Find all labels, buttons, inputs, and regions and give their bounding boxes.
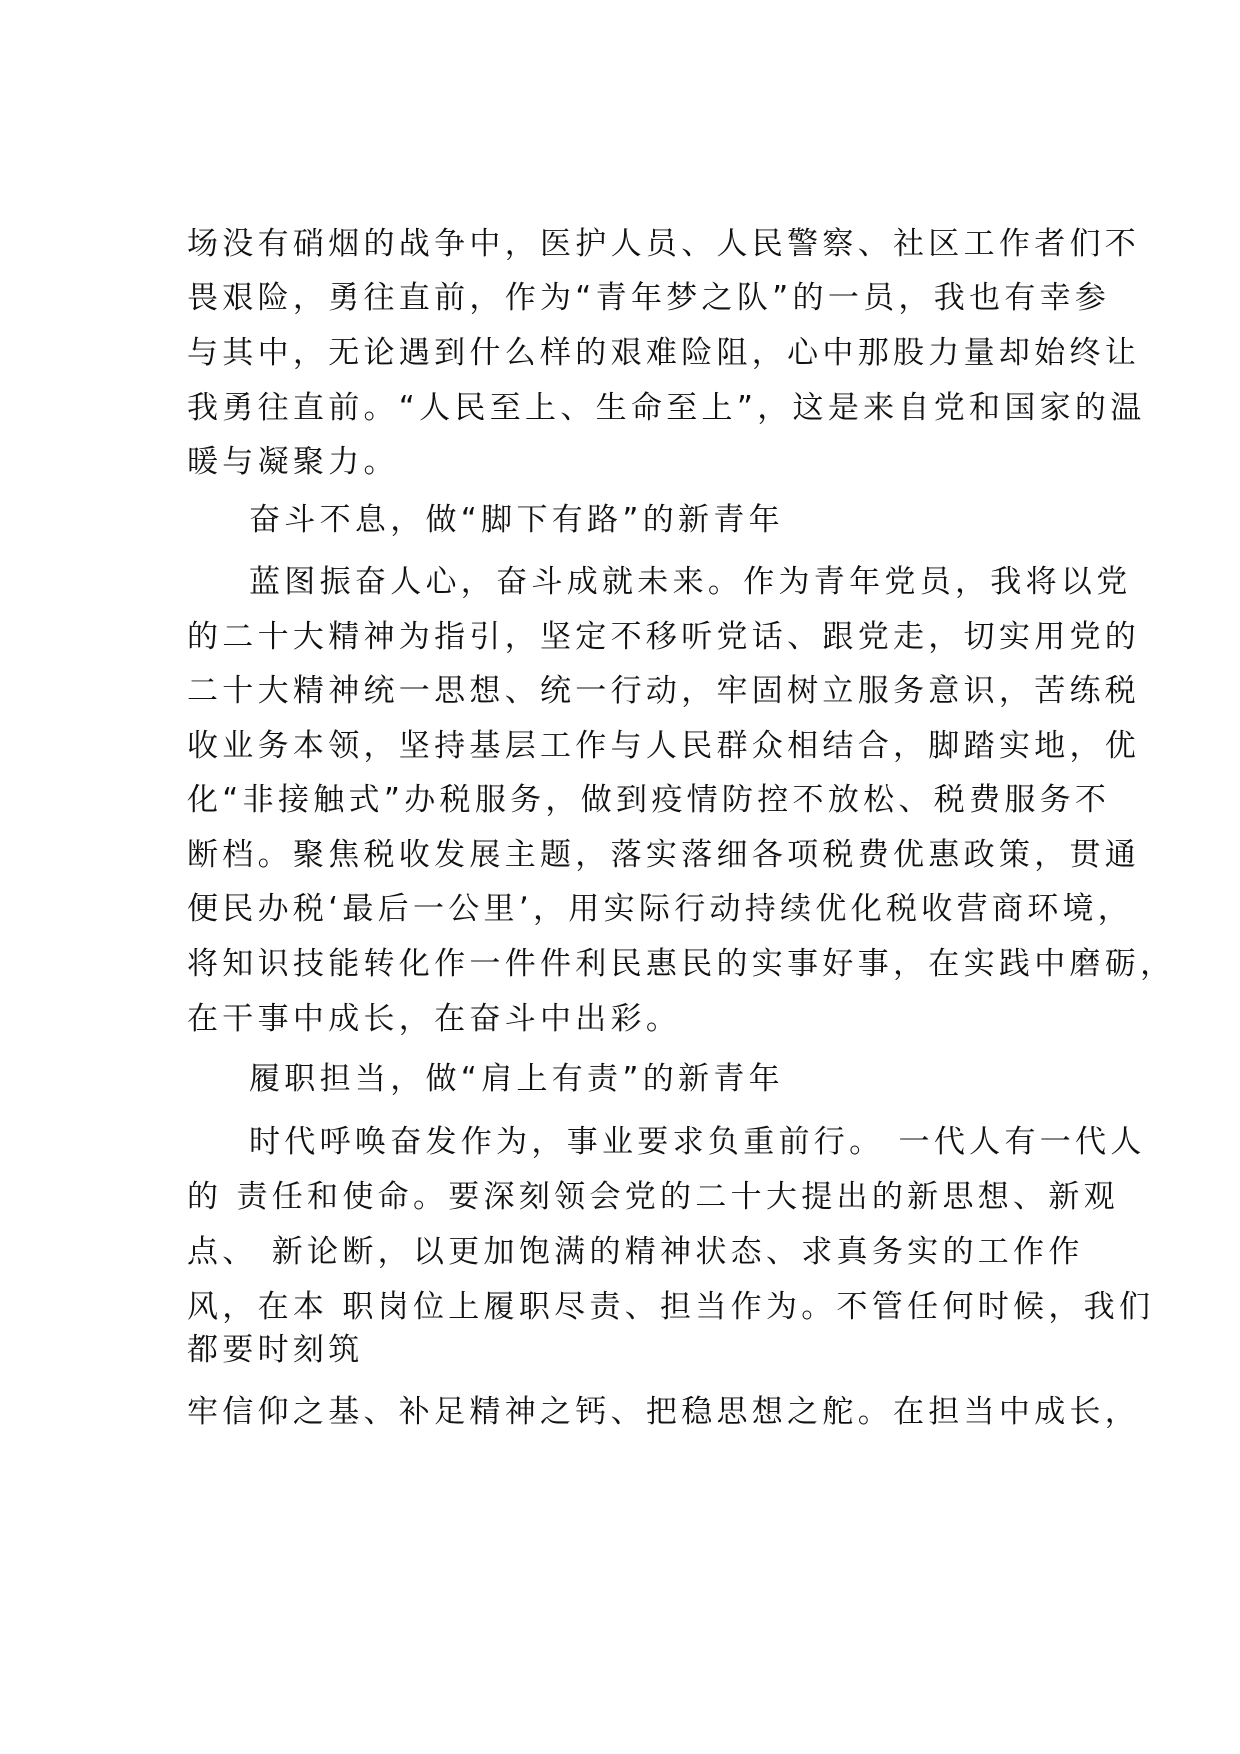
section2-line-3: 点、 新论断，以更加饱满的精神状态、求真务实的工作作 — [187, 1234, 1084, 1270]
section1-line-4: 收业务本领，坚持基层工作与人民群众相结合，脚踏实地，优 — [187, 728, 1141, 764]
section2-line-2: 的 责任和使命。要深刻领会党的二十大提出的新思想、新观 — [187, 1179, 1119, 1215]
section1-line-3: 二十大精神统一思想、统一行动，牢固树立服务意识，苦练税 — [187, 673, 1141, 709]
section2-line-6: 牢信仰之基、补足精神之钙、把稳思想之舵。在担当中成长， — [187, 1394, 1141, 1430]
section1-heading: 奋斗不息，做“脚下有路”的新青年 — [249, 502, 784, 538]
section2-line-1: 时代呼唤奋发作为，事业要求负重前行。 一代人有一代人 — [249, 1124, 1146, 1160]
section1-line-8: 将知识技能转化作一件件利民惠民的实事好事，在实践中磨砺， — [187, 946, 1176, 982]
section1-line-9: 在干事中成长，在奋斗中出彩。 — [187, 1001, 682, 1037]
intro-line-2: 畏艰险，勇往直前，作为“青年梦之队”的一员，我也有幸参 — [187, 280, 1111, 316]
section1-line-5: 化“非接触式”办税服务，做到疫情防控不放松、税费服务不 — [187, 782, 1111, 818]
section2-line-5: 都要时刻筑 — [187, 1332, 364, 1368]
intro-line-4: 我勇往直前。“人民至上、生命至上”，这是来自党和国家的温 — [187, 390, 1146, 426]
section1-line-2: 的二十大精神为指引，坚定不移听党话、跟党走，切实用党的 — [187, 619, 1141, 655]
intro-line-5: 暖与凝聚力。 — [187, 444, 399, 480]
intro-line-3: 与其中，无论遇到什么样的艰难险阻，心中那股力量却始终让 — [187, 335, 1141, 371]
section2-line-4: 风，在本 职岗位上履职尽责、担当作为。不管任何时候，我们 — [187, 1289, 1155, 1325]
section1-line-1: 蓝图振奋人心，奋斗成就未来。作为青年党员，我将以党 — [249, 564, 1132, 600]
section2-heading: 履职担当，做“肩上有责”的新青年 — [249, 1061, 784, 1097]
section1-line-7: 便民办税‘最后一公里’，用实际行动持续优化税收营商环境， — [187, 891, 1134, 927]
section1-line-6: 断档。聚焦税收发展主题，落实落细各项税费优惠政策，贯通 — [187, 837, 1141, 873]
intro-line-1: 场没有硝烟的战争中，医护人员、人民警察、社区工作者们不 — [187, 226, 1141, 262]
